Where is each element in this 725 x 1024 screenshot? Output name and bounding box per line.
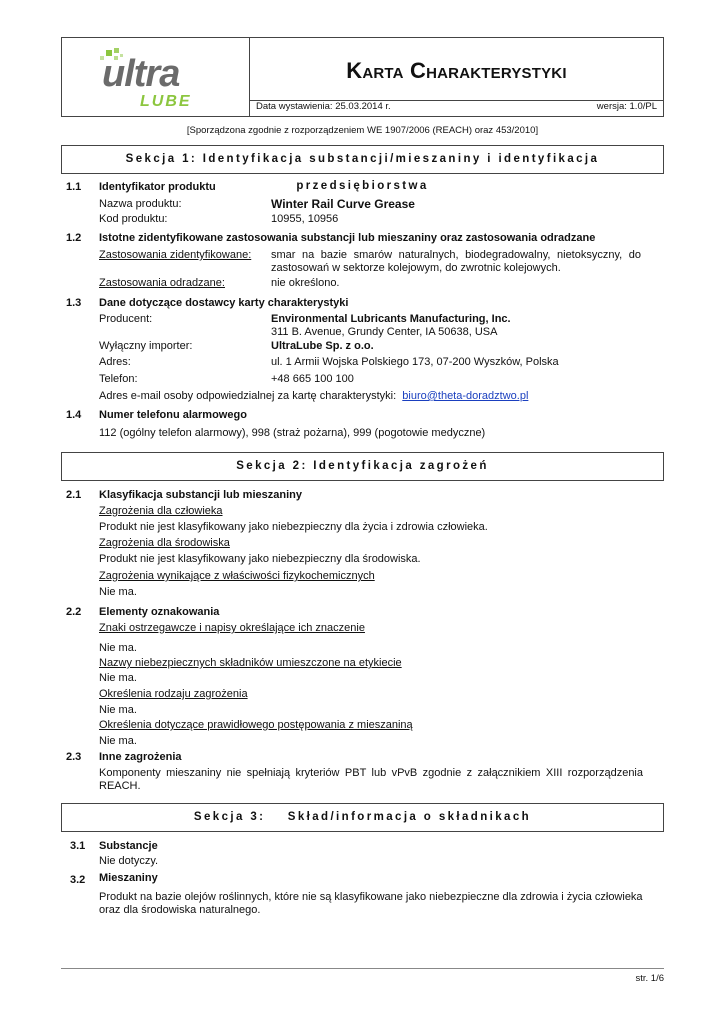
section-2-title: Sekcja 2: Identyfikacja zagrożeń	[61, 452, 664, 481]
other-hazards-text-line1: Komponenty mieszaniny nie spełniają kryteriów PBT lub vPvB zgodnie z załącznikiem XIII rozporządzenia	[99, 767, 643, 779]
phone-value: +48 665 100 100	[271, 373, 354, 385]
email-label: Adres e-mail osoby odpowiedzialnej za kartę charakterystyki:	[99, 390, 397, 402]
regulation-note: [Sporządzona zgodnie z rozporządzeniem WE 1907/2006 (REACH) oraz 453/2010]	[186, 125, 539, 136]
email-row	[99, 390, 528, 402]
heading-2-2: Elementy oznakowania	[99, 606, 220, 618]
section-3-title: Sekcja 3: Skład/informacja o składnikach	[61, 803, 664, 832]
num-3-1: 3.1	[70, 840, 86, 852]
product-name-value: Winter Rail Curve Grease	[271, 197, 415, 211]
components-text: Nie ma.	[99, 672, 137, 684]
logo-cell	[62, 38, 250, 116]
document-title: Karta Charakterystyki	[346, 58, 567, 83]
logo-sub: LUBE	[140, 93, 192, 110]
producer-address: 311 B. Avenue, Grundy Center, IA 50638, USA	[271, 326, 498, 338]
importer-label: Wyłączny importer:	[99, 340, 193, 352]
env-hazard-text: Produkt nie jest klasyfikowany jako niebezpieczny dla środowiska.	[99, 553, 421, 565]
num-1-2: 1.2	[66, 232, 82, 244]
num-1-1: 1.1	[66, 181, 82, 193]
producer-name: Environmental Lubricants Manufacturing, Inc.	[271, 313, 511, 325]
heading-1-1: Identyfikator produktu	[99, 181, 216, 193]
section-1-title: Sekcja 1: Identyfikacja substancji/mieszaniny i identyfikacja przedsiębiorstwa	[61, 145, 664, 174]
issue-date: Data wystawienia: 25.03.2014 r.	[256, 101, 391, 112]
phone-label: Telefon:	[99, 373, 138, 385]
pictograms-heading: Znaki ostrzegawcze i napisy określające ich znaczenie	[99, 622, 365, 634]
producer-label: Producent:	[99, 313, 153, 325]
address-value: ul. 1 Armii Wojska Polskiego 173, 07-200 Wyszków, Polska	[271, 356, 559, 368]
pictograms-text: Nie ma.	[99, 642, 137, 654]
page-number: str. 1/6	[635, 973, 664, 984]
mixtures-text-line1: Produkt na bazie olejów roślinnych, które nie są klasyfikowane jako niebezpieczne dla zdrowia i życia człowieka	[99, 891, 643, 903]
hazard-statements-text: Nie ma.	[99, 704, 137, 716]
identified-uses-value-line1: smar na bazie smarów naturalnych, biodegradowalny, nietoksyczny, do	[271, 249, 641, 261]
document-header	[61, 37, 664, 117]
advised-uses-label: Zastosowania odradzane:	[99, 277, 225, 289]
human-hazard-heading: Zagrożenia dla człowieka	[99, 505, 223, 517]
product-name-label: Nazwa produktu:	[99, 198, 182, 210]
title-cell	[250, 38, 663, 101]
precautionary-text: Nie ma.	[99, 735, 137, 747]
num-3-2: 3.2	[70, 874, 86, 886]
other-hazards-text-line2: REACH.	[99, 780, 141, 792]
address-label: Adres:	[99, 356, 131, 368]
heading-1-4: Numer telefonu alarmowego	[99, 409, 247, 421]
mixtures-text-line2: oraz dla środowiska naturalnego.	[99, 904, 261, 916]
product-code-label: Kod produktu:	[99, 213, 168, 225]
num-2-2: 2.2	[66, 606, 82, 618]
heading-1-3: Dane dotyczące dostawcy karty charakterystyki	[99, 297, 349, 309]
advised-uses-value: nie określono.	[271, 277, 340, 289]
heading-3-1: Substancje	[99, 840, 158, 852]
emergency-phone-text: 112 (ogólny telefon alarmowy), 998 (straż pożarna), 999 (pogotowie medyczne)	[99, 427, 486, 439]
email-link[interactable]: biuro@theta-doradztwo.pl	[402, 390, 529, 402]
num-2-1: 2.1	[66, 489, 82, 501]
footer-divider	[61, 968, 664, 969]
num-1-3: 1.3	[66, 297, 82, 309]
heading-1-2: Istotne zidentyfikowane zastosowania substancji lub mieszaniny oraz zastosowania odradzane	[99, 232, 596, 244]
phys-hazard-heading: Zagrożenia wynikające z właściwości fizykochemicznych	[99, 570, 375, 582]
identified-uses-label: Zastosowania zidentyfikowane:	[99, 249, 252, 261]
num-2-3: 2.3	[66, 751, 82, 763]
phys-hazard-text: Nie ma.	[99, 586, 137, 598]
product-code-value: 10955, 10956	[271, 213, 339, 225]
hazard-statements-heading: Określenia rodzaju zagrożenia	[99, 688, 248, 700]
heading-2-3: Inne zagrożenia	[99, 751, 182, 763]
human-hazard-text: Produkt nie jest klasyfikowany jako niebezpieczny dla życia i zdrowia człowieka.	[99, 521, 488, 533]
num-1-4: 1.4	[66, 409, 82, 421]
substances-text: Nie dotyczy.	[99, 855, 159, 867]
env-hazard-heading: Zagrożenia dla środowiska	[99, 537, 230, 549]
components-heading: Nazwy niebezpiecznych składników umieszczone na etykiecie	[99, 657, 402, 669]
version: wersja: 1.0/PL	[596, 101, 657, 112]
importer-value: UltraLube Sp. z o.o.	[271, 340, 374, 352]
logo-word: ultra	[102, 53, 180, 95]
heading-2-1: Klasyfikacja substancji lub mieszaniny	[99, 489, 302, 501]
precautionary-heading: Określenia dotyczące prawidłowego postępowania z mieszaniną	[99, 719, 413, 731]
identified-uses-value-line2: zastosowań w sektorze kolejowym, do zwrotnic kolejowych.	[271, 262, 561, 274]
ultralube-logo	[62, 38, 249, 116]
heading-3-2: Mieszaniny	[99, 872, 158, 884]
